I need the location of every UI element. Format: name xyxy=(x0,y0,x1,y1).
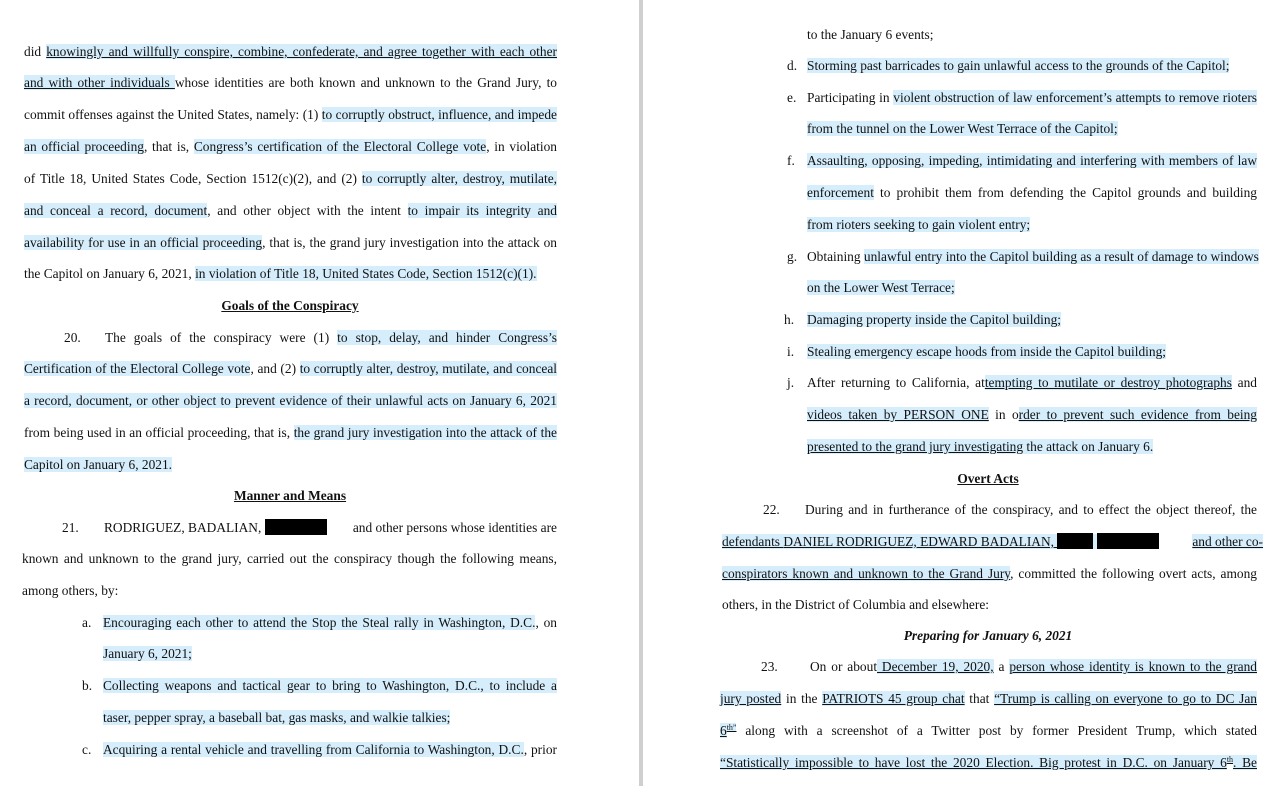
text-line: conspirators known and unknown to the Grand Jury, committed the following overt acts, among xyxy=(722,566,1257,581)
text-line xyxy=(722,533,1159,551)
list-item-continuation: videos taken by PERSON ONE in order to prevent such evidence from being xyxy=(807,407,1257,422)
text-line: jury posted in the PATRIOTS 45 group chat that “Trump is calling on everyone to go to DC Jan xyxy=(720,691,1258,706)
text-line: of Title 18, United States Code, Section 1512(c)(2), and (2) to corruptly alter, destroy, mutilate, xyxy=(24,171,557,186)
highlighted-text: unlawful entry into the Capitol building as a result of damage to windows xyxy=(863,249,1259,264)
highlighted-text: the Stop the Steal rally in Washington, D.C. xyxy=(290,615,536,630)
text-line: among others, by: xyxy=(22,583,119,598)
text-line: RODRIGUEZ, BADALIAN, xyxy=(104,519,327,537)
highlighted-text: DANIEL RODRIGUEZ, EDWARD BADALIAN, xyxy=(783,534,1058,549)
text-line: availability for use in an official proceeding, that is, the grand jury investigation into the attack on xyxy=(24,235,557,250)
highlighted-text: Damaging property inside the Capitol building; xyxy=(807,312,1062,327)
text-line: During and in furtherance of the conspiracy, and to effect the object thereof, the xyxy=(805,502,1257,517)
highlighted-text: tempting to mutilate or destroy photographs xyxy=(984,375,1232,390)
highlighted-text: enforcement xyxy=(807,185,874,200)
highlighted-text: a record, document, or other object to prevent evidence of their unlawful acts on January 6, 2021 xyxy=(24,393,557,408)
highlighted-text: Capitol on January 6, 2021. xyxy=(24,457,173,472)
list-letter: c. xyxy=(82,742,92,757)
section-subheading-preparing: Preparing for January 6, 2021 xyxy=(903,628,1073,643)
list-letter: d. xyxy=(787,58,798,73)
text-line: did knowingly and willfully conspire, combine, confederate, and agree together with each other xyxy=(24,44,557,59)
text-line: and conceal a record, document, and other object with the intent to impair its integrity and xyxy=(24,203,557,218)
paragraph-number: 20. xyxy=(64,330,81,345)
text-line xyxy=(1169,533,1263,551)
section-heading-manner: Manner and Means xyxy=(233,488,347,503)
highlighted-text: and with other individuals xyxy=(24,75,175,90)
highlighted-text: to corruptly alter, destroy, mutilate, and conceal xyxy=(299,361,557,376)
highlighted-text: and conceal a record, document xyxy=(24,203,208,218)
highlighted-text: the grand jury investigation into the attack of the xyxy=(293,425,558,440)
text-line: the Capitol on January 6, 2021, in violation of Title 18, United States Code, Section 1512(c)(1). xyxy=(24,266,537,281)
highlighted-text: PATRIOTS 45 group chat xyxy=(822,691,965,706)
text-line: On or about December 19, 2020, a person whose identity is known to the grand xyxy=(810,659,1257,674)
highlighted-text: to corruptly obstruct, influence, and impede xyxy=(321,107,557,122)
list-item-continuation xyxy=(807,279,955,297)
highlighted-text: rder to prevent such evidence from being xyxy=(1018,407,1257,422)
text-line: an official proceeding, that is, Congress’s certification of the Electoral College vote, in violation xyxy=(24,139,557,154)
highlighted-text: to stop, delay, and hinder Congress’s xyxy=(337,330,557,345)
text-line: and other persons whose identities are xyxy=(352,520,557,535)
text-line: commit offenses against the United States, namely: (1) to corruptly obstruct, influence, and impede xyxy=(24,107,557,122)
highlighted-text: Storming past barricades to gain unlawful access to the grounds of the Capitol; xyxy=(807,58,1230,73)
list-item: Acquiring a rental vehicle and travelling from California to Washington, D.C., prior xyxy=(103,742,557,757)
highlighted-text: “Trump is calling on everyone to go to DC Jan xyxy=(994,691,1258,706)
highlighted-text: knowingly and willfully conspire, combine, confederate, and agree together with each other xyxy=(46,44,557,59)
highlighted-text: Assaulting, opposing, impeding, intimidating and interfering with members of law xyxy=(807,153,1257,168)
text-line: and with other individuals whose identities are both known and unknown to the Grand Jury, to xyxy=(24,75,558,90)
list-item xyxy=(807,311,1061,329)
highlighted-text: Certification of the Electoral College vote xyxy=(24,361,251,376)
redaction-bar xyxy=(1057,533,1093,549)
text-line: to the January 6 events; xyxy=(807,27,934,42)
highlighted-text: availability for use in an official proceeding xyxy=(24,235,263,250)
highlighted-text: presented to the grand jury investigating xyxy=(807,439,1024,454)
section-heading-overt-acts: Overt Acts xyxy=(957,471,1019,486)
text-line: Certification of the Electoral College vote, and (2) to corruptly alter, destroy, mutilate, and conceal xyxy=(24,361,557,376)
highlighted-text: an official proceeding xyxy=(24,139,144,154)
highlighted-text: “Statistically impossible to have lost the 2020 Election. Big protest in D.C. on January 6 xyxy=(720,755,1227,770)
paragraph-number: 23. xyxy=(761,659,778,674)
document-page-left xyxy=(0,0,639,786)
highlighted-text: the attack on January 6. xyxy=(1023,439,1154,454)
highlighted-text: taser, pepper spray, a baseball bat, gas masks, and walkie talkies; xyxy=(103,710,451,725)
list-letter: e. xyxy=(787,90,797,105)
list-item: Participating in violent obstruction of law enforcement’s attempts to remove rioters xyxy=(807,90,1257,105)
list-item xyxy=(807,343,1166,361)
highlighted-text: jury posted xyxy=(720,691,782,706)
text-line: “Statistically impossible to have lost the 2020 Election. Big protest in D.C. on January 6th. Be xyxy=(720,754,1257,770)
paragraph-number: 21. xyxy=(62,520,79,535)
highlighted-text: December 19, 2020, xyxy=(877,659,994,674)
list-item: After returning to California, attempting to mutilate or destroy photographs and xyxy=(807,375,1257,390)
text-line: $6^{th”}$ along with a screenshot of a Twitter post by former President Trump, which stated xyxy=(720,722,1257,738)
highlighted-text: January 6, 2021; xyxy=(103,646,192,661)
highlighted-text: in violation of Title 18, United States Code, Section 1512(c)(1). xyxy=(195,266,537,281)
list-item-continuation xyxy=(807,120,1118,138)
list-item xyxy=(103,677,557,695)
list-item-continuation xyxy=(807,438,1153,456)
list-item: Obtaining unlawful entry into the Capitol building as a result of damage to windows xyxy=(807,249,1259,264)
list-item-continuation: enforcement to prohibit them from defending the Capitol grounds and building xyxy=(807,185,1257,200)
highlighted-text: from rioters seeking to gain violent entry; xyxy=(807,217,1031,232)
highlighted-text: and other co- xyxy=(1192,534,1263,549)
list-letter: a. xyxy=(82,615,92,630)
highlighted-text: on the Lower West Terrace; xyxy=(807,280,955,295)
redaction-bar xyxy=(265,519,327,535)
list-item-continuation xyxy=(807,216,1030,234)
list-letter: b. xyxy=(82,678,93,693)
highlighted-text: Collecting weapons and tactical gear to bring to Washington, D.C., to include a xyxy=(103,678,557,693)
highlighted-text: violent obstruction of law enforcement’s attempts to remove rioters xyxy=(893,90,1257,105)
highlighted-text: Congress’s certification of the Electoral College vote xyxy=(193,139,487,154)
text-line xyxy=(24,392,557,410)
highlighted-text: Encouraging each other to attend xyxy=(103,615,291,630)
section-heading-goals: Goals of the Conspiracy xyxy=(221,298,359,313)
list-item: Encouraging each other to attend the Stop the Steal rally in Washington, D.C., on xyxy=(103,615,557,630)
text-line xyxy=(24,456,172,474)
list-letter: g. xyxy=(787,249,798,264)
list-letter: h. xyxy=(784,312,795,327)
highlighted-text: defendants xyxy=(722,534,784,549)
list-letter: i. xyxy=(787,344,795,359)
list-item xyxy=(807,57,1229,75)
document-page-right xyxy=(643,0,1280,786)
highlighted-text: videos taken by PERSON ONE xyxy=(807,407,989,422)
highlighted-text: 6 xyxy=(720,723,727,738)
highlighted-text: . Be xyxy=(1233,755,1257,770)
list-item xyxy=(807,152,1257,170)
highlighted-text: to corruptly alter, destroy, mutilate, xyxy=(361,171,557,186)
highlighted-text: Acquiring a rental vehicle and travelling from California to Washington, D.C. xyxy=(103,742,524,757)
text-line: from being used in an official proceeding, that is, the grand jury investigation into the attack of the xyxy=(24,425,558,440)
highlighted-text: conspirators known and unknown to the Grand Jury xyxy=(722,566,1011,581)
text-line: known and unknown to the grand jury, carried out the conspiracy though the following means, xyxy=(22,551,557,566)
list-letter: f. xyxy=(787,153,795,168)
redaction-bar xyxy=(1097,533,1159,549)
highlighted-text: Stealing emergency escape hoods from inside the Capitol building; xyxy=(807,344,1166,359)
list-item-continuation xyxy=(103,645,192,663)
highlighted-text: person whose identity is known to the grand xyxy=(1009,659,1257,674)
list-letter: j. xyxy=(787,375,795,390)
text-line: others, in the District of Columbia and elsewhere: xyxy=(722,597,990,612)
text-line: The goals of the conspiracy were (1) to stop, delay, and hinder Congress’s xyxy=(105,330,557,345)
highlighted-text: to impair its integrity and xyxy=(407,203,557,218)
paragraph-number: 22. xyxy=(763,502,780,517)
highlighted-text: from the tunnel on the Lower West Terrace of the Capitol; xyxy=(807,121,1118,136)
list-item-continuation xyxy=(103,709,450,727)
